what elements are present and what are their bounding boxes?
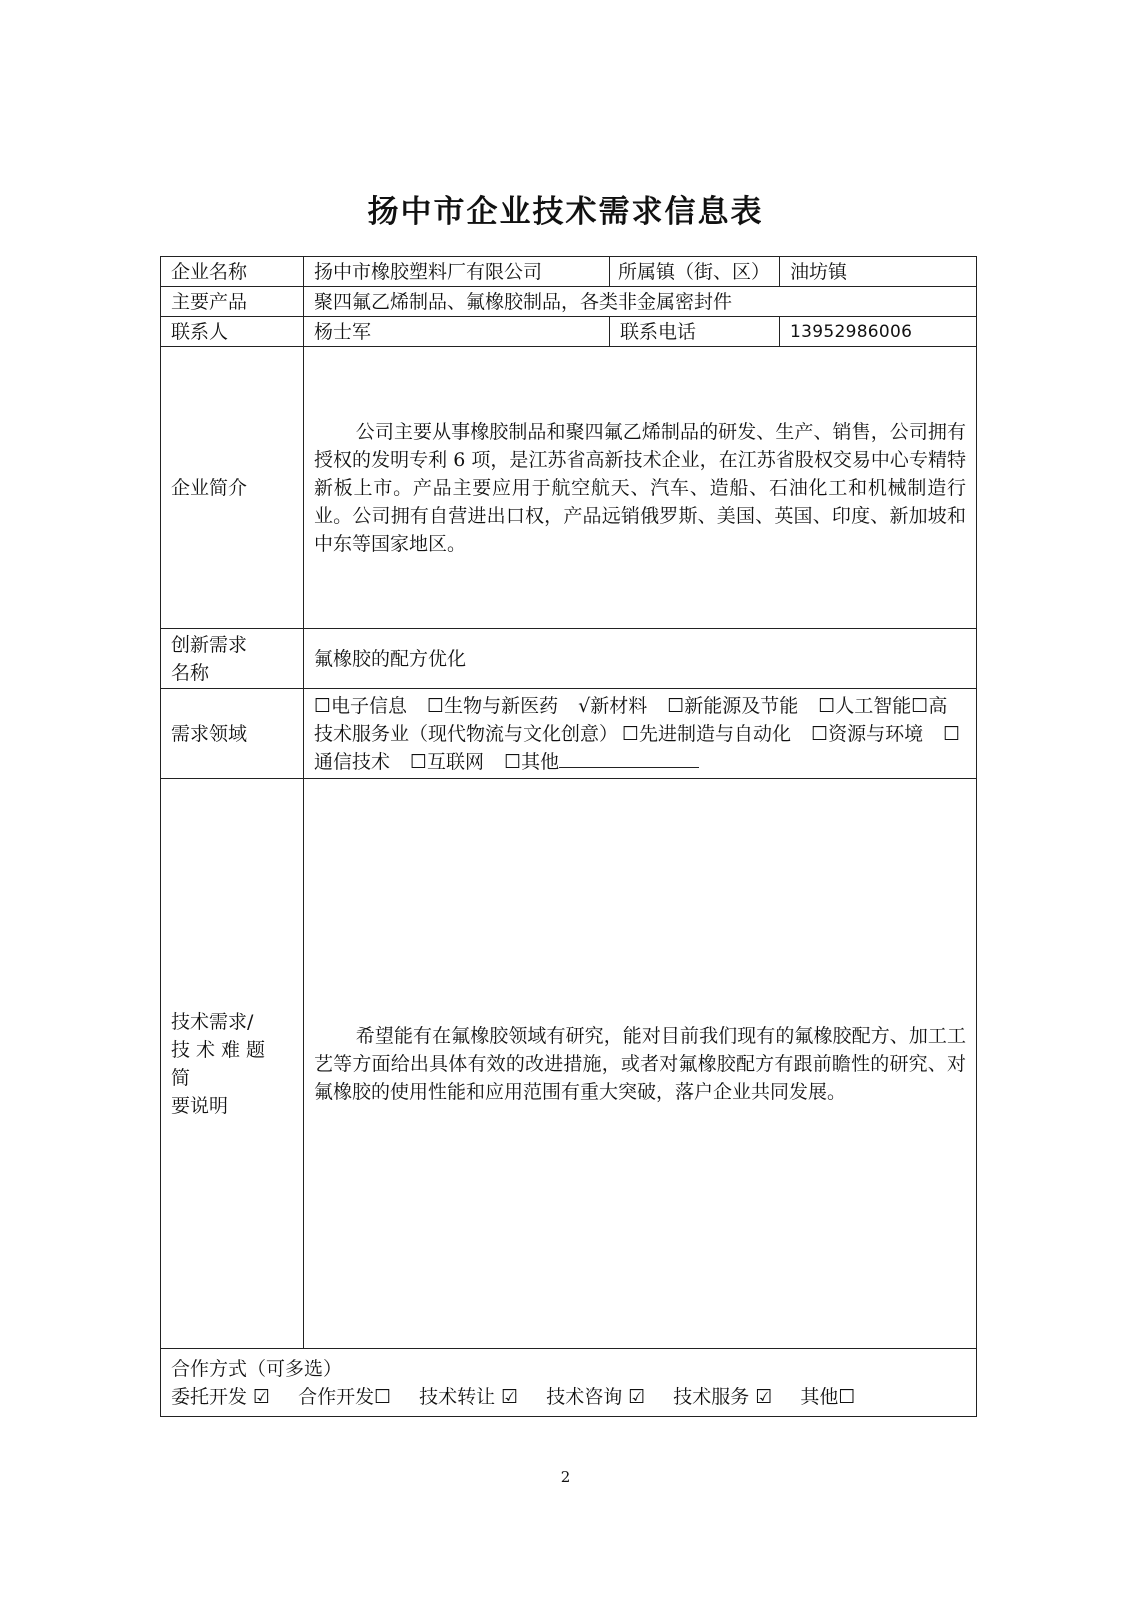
row-tech (161, 779, 977, 1349)
other-blank-line[interactable] (559, 749, 699, 768)
field-option-ai[interactable]: ☐人工智能 (818, 694, 912, 717)
page-number: 2 (560, 1468, 571, 1486)
town-value: 油坊镇 (780, 257, 977, 287)
tech-label (161, 779, 304, 1349)
field-option-communications[interactable]: ☐通信技术 (314, 722, 961, 773)
tech-label-line1: 技术需求/ (171, 1010, 254, 1033)
innovation-label-line1: 创新需求 (171, 633, 248, 656)
town-label: 所属镇（街、区） (610, 257, 780, 287)
field-option-high-tech-services[interactable]: ☐高技术服务业（现代物流与文化创意） (314, 694, 948, 745)
coop-option-consulting[interactable]: 技术咨询 ☑ (546, 1385, 646, 1408)
intro-label: 企业简介 (161, 347, 304, 629)
tech-text: 希望能有在氟橡胶领域有研究，能对目前我们现有的氟橡胶配方、加工工艺等方面给出具体有效的改进措施，或者对氟橡胶配方有跟前瞻性的研究、对氟橡胶的使用性能和应用范围有重大突破，落户企业共同发展。 (304, 779, 977, 1349)
innovation-label-line2: 名称 (171, 661, 210, 684)
phone-value: 13952986006 (780, 317, 977, 347)
cooperation-options (171, 1383, 966, 1411)
row-company-name (161, 257, 977, 287)
tech-label-line3: 要说明 (171, 1094, 229, 1117)
fields-label: 需求领域 (161, 689, 304, 779)
page-title: 扬中市企业技术需求信息表 (367, 194, 764, 230)
tech-label-line2: 技术难题简 (171, 1038, 272, 1089)
innovation-value: 氟橡胶的配方优化 (304, 629, 977, 689)
field-option-biomedicine[interactable]: ☐生物与新医药 (427, 694, 559, 717)
products-value: 聚四氟乙烯制品、氟橡胶制品，各类非金属密封件 (304, 287, 977, 317)
coop-option-commissioned[interactable]: 委托开发 ☑ (171, 1385, 271, 1408)
contact-value: 杨士军 (304, 317, 610, 347)
contact-label: 联系人 (161, 317, 304, 347)
cooperation-cell (161, 1349, 977, 1417)
company-name-label: 企业名称 (161, 257, 304, 287)
field-option-new-materials[interactable]: √新材料 (578, 694, 648, 717)
row-products (161, 287, 977, 317)
field-option-other[interactable]: ☐其他 (504, 750, 560, 773)
innovation-label (161, 629, 304, 689)
row-cooperation (161, 1349, 977, 1417)
company-name-value: 扬中市橡胶塑料厂有限公司 (304, 257, 610, 287)
fields-options (304, 689, 977, 779)
coop-option-joint[interactable]: 合作开发☐ (298, 1385, 392, 1408)
coop-option-service[interactable]: 技术服务 ☑ (673, 1385, 773, 1408)
field-option-new-energy[interactable]: ☐新能源及节能 (667, 694, 799, 717)
row-innovation (161, 629, 977, 689)
field-option-electronics[interactable]: ☐电子信息 (314, 694, 408, 717)
field-option-resources-environment[interactable]: ☐资源与环境 (811, 722, 924, 745)
row-contact (161, 317, 977, 347)
field-option-advanced-manufacturing[interactable]: ☐先进制造与自动化 (622, 722, 792, 745)
intro-text: 公司主要从事橡胶制品和聚四氟乙烯制品的研发、生产、销售，公司拥有授权的发明专利 6 项，是江苏省高新技术企业，在江苏省股权交易中心专精特新板上市。产品主要应用于航空航天、汽车、造船、石油化工和机械制造行业。公司拥有自营进出口权，产品远销俄罗斯、美国、英国、印度、新加坡和中东等国家地区。 (304, 347, 977, 629)
products-label: 主要产品 (161, 287, 304, 317)
coop-option-other[interactable]: 其他☐ (800, 1385, 856, 1408)
requirement-form-table (160, 256, 977, 1417)
row-intro (161, 347, 977, 629)
phone-label: 联系电话 (610, 317, 780, 347)
field-option-internet[interactable]: ☐互联网 (410, 750, 485, 773)
cooperation-label: 合作方式（可多选） (171, 1357, 343, 1380)
coop-option-transfer[interactable]: 技术转让 ☑ (419, 1385, 519, 1408)
row-fields (161, 689, 977, 779)
